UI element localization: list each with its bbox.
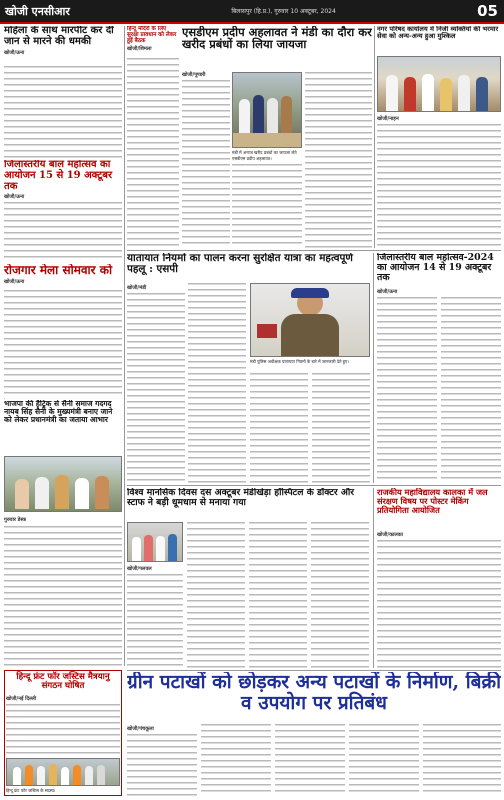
body-text-a6 (127, 58, 179, 248)
body-text-a9-col1 (127, 293, 185, 483)
section-rule (127, 485, 501, 486)
body-text-a9-col2 (188, 283, 246, 483)
byline-a4: गुरुवार डेस्क (4, 517, 27, 523)
column-rule (374, 26, 375, 248)
headline-a8: नगर परिषद कार्यालय में निजी व्यक्तियों की भरमार सेवा को अन्य-अन्य हुआ मुश्किल (377, 26, 499, 41)
photo-sdm-mandi (232, 72, 302, 148)
masthead (0, 0, 504, 22)
body-text-a13-col1 (127, 734, 197, 796)
body-text-a11-col1 (127, 574, 183, 668)
body-text-a9-col4 (312, 373, 370, 483)
article-a11-byline (127, 564, 183, 572)
body-text-a9-col3 (250, 373, 308, 483)
headline-a4: भाजपा की हैट्रिक से सैनी समाज गदगद नायब सिंह सैनी के मुख्यमंत्री बनाए जाने को लेकर प्रधानमंत्री का जताया आभार (4, 400, 113, 425)
photo-hindu-front (6, 758, 120, 786)
byline-a7: खोजी/पूण्डरी (182, 72, 206, 78)
photo-saini-samaj (4, 456, 122, 512)
byline-a6: खोजी/शिमला (127, 46, 152, 53)
article-a2-head (4, 160, 122, 200)
article-a10-byline (377, 287, 501, 295)
article-a11-head (127, 488, 371, 520)
headline-a9: यातायात नियमों का पालन करना सुरक्षित यात्रा का महत्वपूर्ण पहलू : एसपी (127, 253, 353, 276)
body-text-a7-col1 (182, 80, 230, 248)
article-a7-byline (182, 70, 230, 78)
article-a4-head (4, 400, 122, 458)
section-rule (127, 670, 501, 671)
body-text-a13-col5 (423, 724, 501, 796)
body-text-a5 (6, 704, 120, 756)
caption-c1 (4, 398, 5, 399)
body-text-a10-col2 (441, 297, 501, 483)
byline-a8: खोजी/नाहन (377, 116, 399, 122)
body-text-a13-col2 (201, 724, 271, 796)
headline-a2: जिलास्तरीय बाल महोत्सव का आयोजन 15 से 19 अक्टूबर तक (4, 160, 113, 192)
byline-a12: खोजी/कालका (377, 532, 403, 538)
headline-a12: राजकीय महाविद्यालय कालका में जल संरक्षण विषय पर पोस्टर मेकिंग प्रतियोगिता आयोजित (377, 488, 488, 515)
photo-mental-health-day (127, 522, 183, 562)
headline-a1: महिला के साथ मारपीट कर दी जान से मारने की धमकी (4, 26, 114, 47)
body-text-a8 (377, 124, 501, 248)
column-rule (373, 253, 374, 483)
byline-a2: खोजी/ऊना (4, 194, 25, 200)
newspaper-logo: खोजी एनसीआर (5, 4, 70, 18)
byline-a3: खोजी/ऊना (4, 278, 25, 285)
article-a5-byline (6, 694, 120, 702)
column-rule (373, 488, 374, 668)
caption-c3: मंडी पुलिस अधीक्षक यातायात नियमों के बारे में जानकारी देते हुए। (250, 359, 349, 364)
photo-sp-mandi (250, 283, 370, 357)
byline-a10: खोजी/ऊना (377, 289, 398, 295)
body-text-a7-col3 (305, 72, 372, 248)
article-a7-head (182, 26, 372, 66)
headline-a5: हिन्दू फ्रंट फॉर जस्टिस मैत्रयानु संगठन घोषित (16, 672, 110, 692)
section-rule (127, 250, 501, 251)
body-text-a1 (4, 66, 122, 158)
article-a9-head (127, 253, 371, 281)
article-a13-byline (127, 724, 197, 732)
headline-a7: एसडीएम प्रदीप अहलावत ने मंडी का दौरा कर खरीद प्रबंधों का लिया जायजा (182, 26, 372, 52)
headline-a3: रोजगार मेला सोमवार को (4, 264, 113, 277)
body-text-a13-col3 (275, 724, 345, 796)
article-a3-head (4, 264, 122, 286)
column-rule (124, 26, 125, 666)
page-number: 05 (477, 2, 498, 20)
byline-a1: खोजी/ऊना (4, 49, 25, 56)
headline-a13: ग्रीन पटाखों को छोड़कर अन्य पटाखों के निर्माण, बिक्री व उपयोग पर प्रतिबंध (127, 672, 501, 715)
body-text-a11-col3 (249, 522, 307, 668)
caption-c4: हिन्दू फ्रंट फॉर जस्टिस के सदस्य। (6, 788, 56, 793)
body-text-a7-col2 (232, 164, 302, 248)
headline-a10: जिलास्तरीय बाल महोत्सव-2024 का आयोजन 14 से 19 अक्टूबर तक (377, 253, 494, 284)
body-text-a11-col2 (187, 522, 245, 668)
body-text-a4 (4, 526, 122, 668)
article-a13-head (127, 672, 501, 722)
byline-a13: खोजी/पंचकूला (127, 726, 154, 732)
byline-a9: खोजी/मंडी (127, 285, 147, 291)
body-text-a10-col1 (377, 297, 437, 483)
article-a10-head (377, 253, 501, 285)
body-text-a2 (4, 202, 122, 262)
article-a4-byline (4, 515, 122, 525)
masthead-rule (0, 22, 504, 24)
article-a8-byline (377, 114, 501, 122)
article-a12-head (377, 488, 501, 528)
article-a9-byline (127, 283, 185, 291)
body-text-a12 (377, 540, 501, 668)
body-text-a11-col4 (311, 522, 369, 668)
article-a12-byline (377, 530, 501, 538)
body-text-a3 (4, 290, 122, 398)
caption-c2: मंडी में अनाज खरीद प्रबंधों का जायजा लेते एसडीएम प्रदीप अहलावत। (232, 150, 297, 161)
headline-a6: हिन्दू मंदिरों के लिए सुरक्षा प्रावधान को लेकर हुई बैठक (127, 26, 177, 45)
issue-date: बिलासपुर (हि.प्र.), गुरुवार 10 अक्टूबर, 2024 (231, 8, 336, 15)
article-a8-head (377, 26, 501, 56)
headline-a11: विश्व मानसिक दिवस दस अक्टूबर मंडीखेड़ा हॉस्पिटल के डॉक्टर और स्टाफ ने बड़ी धूमधाम से मनाया गया (127, 488, 355, 508)
byline-a5: खोजी/नई दिल्ली (6, 696, 37, 702)
byline-a11: खोजी/पलवल (127, 566, 152, 572)
body-text-a13-col4 (349, 724, 419, 796)
photo-nagar-parishad (377, 56, 501, 112)
